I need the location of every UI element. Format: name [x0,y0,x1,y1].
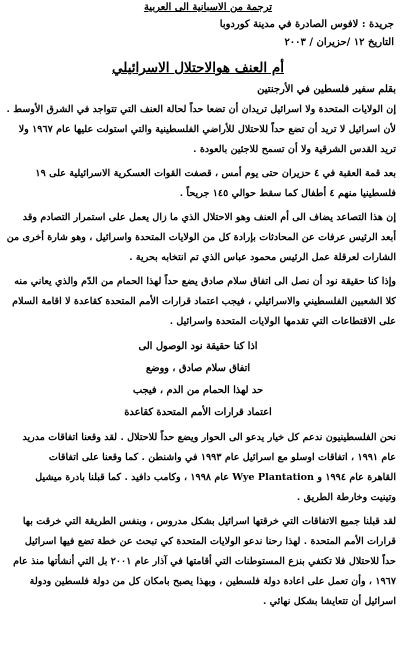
paragraph-line: لقد قبلنا جميع الاتفاقات التي خرقتها اسرائيل بشكل مدروس ، وبنفس الطريقة التي خرقت بها [22,516,396,527]
paragraph-line: نحن الفلسطينيون ندعم كل خيار يدعو الى الحوار ويضع حداً للاحتلال . لقد وقعنا اتفاقات مدريد [22,432,396,443]
highlight-line: اعتماد قرارات الأمم المتحدة كقاعدة [124,407,272,418]
paragraph-3 [0,208,396,268]
paragraph-line: تريد القدس الشرقية ولا أن تسمح للاجئين بالعودة . [193,144,396,155]
paragraph-line: على الاقتطاعات التي تقدمها الولايات المتحدة واسرائيل . [169,316,396,327]
paragraph-line: عام ١٩٩١ ، اتفاقات اوسلو مع اسرائيل عام ١٩٩٣ في واشنطن . كما وقعنا على اتفاقات [48,452,396,463]
highlight-line: اذا كنا حقيقة نود الوصول الى [138,341,258,352]
paragraph-line: كلا الشعبين الفلسطيني والاسرائيلي ، فيجب اعتماد قرارات الأمم المتحدة كقاعدة لا اقامة السلام [12,296,396,307]
newspaper-line: جريدة : لافوس الصادرة في مدينة كوردوبا [219,19,394,30]
paragraph-line: أبعد الرئيس عرفات عن المحادثات بإرادة كل من الولايات المتحدة واسرائيل ، وهو شارة أخرى من [6,232,396,243]
paragraph-line: اسرائيل أن تتعايشا بشكل نهائي . [263,596,396,607]
paragraph-6 [0,512,396,612]
paragraph-line: الشارات لعرقلة عمل الرئيس محمود عباس الذي تم انتخابه بحرية . [129,252,396,263]
paragraph-line: بعد قمة العقبة في ٤ حزيران حتى يوم أمس ، قصفت القوات العسكرية الاسرائيلية على ١٩ [35,168,396,179]
paragraph-1 [0,100,396,160]
paragraph-fragment: القاهرة عام ١٩٩٤ و [317,472,396,483]
paragraph-line: وتينيت وخارطة الطريق . [296,492,396,503]
paragraph-line: حداً للاحتلال فلا تكتفي بنزع المستوطنات التي أقامتها في آذار عام ٢٠٠١ بل التي أنشأتها منذ عام [13,556,396,567]
paragraph-line: لأن اسرائيل لا تريد أن تضع حداً للاحتلال للأراضي الفلسطينية والتي استولت عليها عام ١٩٦٧ ولا [18,124,396,135]
paragraph-line: وإذا كنا حقيقة نود أن نصل الى اتفاق سلام صادق يضع حداً لهذا الحمام من الدّم والذي يعاني منه [14,276,396,287]
paragraph-line: فلسطينيا منهم ٤ أطفال كما سقط حوالي ١٤٥ جريحاً . [179,188,396,199]
byline: بقلم سفير فلسطين في الأرجنتين [257,84,396,95]
translation-note: ترجمة من الاسبانية الى العربية [143,2,273,13]
paragraph-fragment: عام ١٩٩٨ ، وكامب دافيد . كما قبلنا بادرة ميشيل [35,472,229,483]
paragraph-line: إن هذا التصاعد يضاف الى أم العنف وهو الاحتلال الذي ما زال يعمل على استمرار التصادم وقد [22,212,396,223]
date-line: التاريخ ١٢ /حزيران / ٢٠٠٣ [284,37,394,48]
paragraph-5 [0,428,396,508]
highlight-line: اتفاق سلام صادق ، ووضع [145,363,251,374]
paragraph-2 [0,164,396,204]
paragraph-line: قرارات الأمم المتحدة . لهذا رحنا ندعو الولايات المتحدة كي تبحث عن خطة تضع فيها اسرائيل [24,536,396,547]
article-title: أم العنف هوالاحتلال الاسرائيلي [112,60,284,76]
paragraph-line [0,468,396,488]
highlight-list [0,336,396,424]
paragraph-4 [0,272,396,332]
highlight-line: حد لهذا الحمام من الدم ، فيجب [132,385,264,396]
paragraph-line: إن الولايات المتحدة ولا اسرائيل تريدان أن تضعا حداً لحالة العنف التي تتواجد في الشرق الأوسط . [6,104,396,115]
paragraph-line: ١٩٦٧ ، وأن تعمل على اعادة دولة فلسطين ، وبهذا يصبح بامكان كل من دولة فلسطين ودولة [29,576,396,587]
wye-plantation-text: Wye Plantation [232,472,315,483]
